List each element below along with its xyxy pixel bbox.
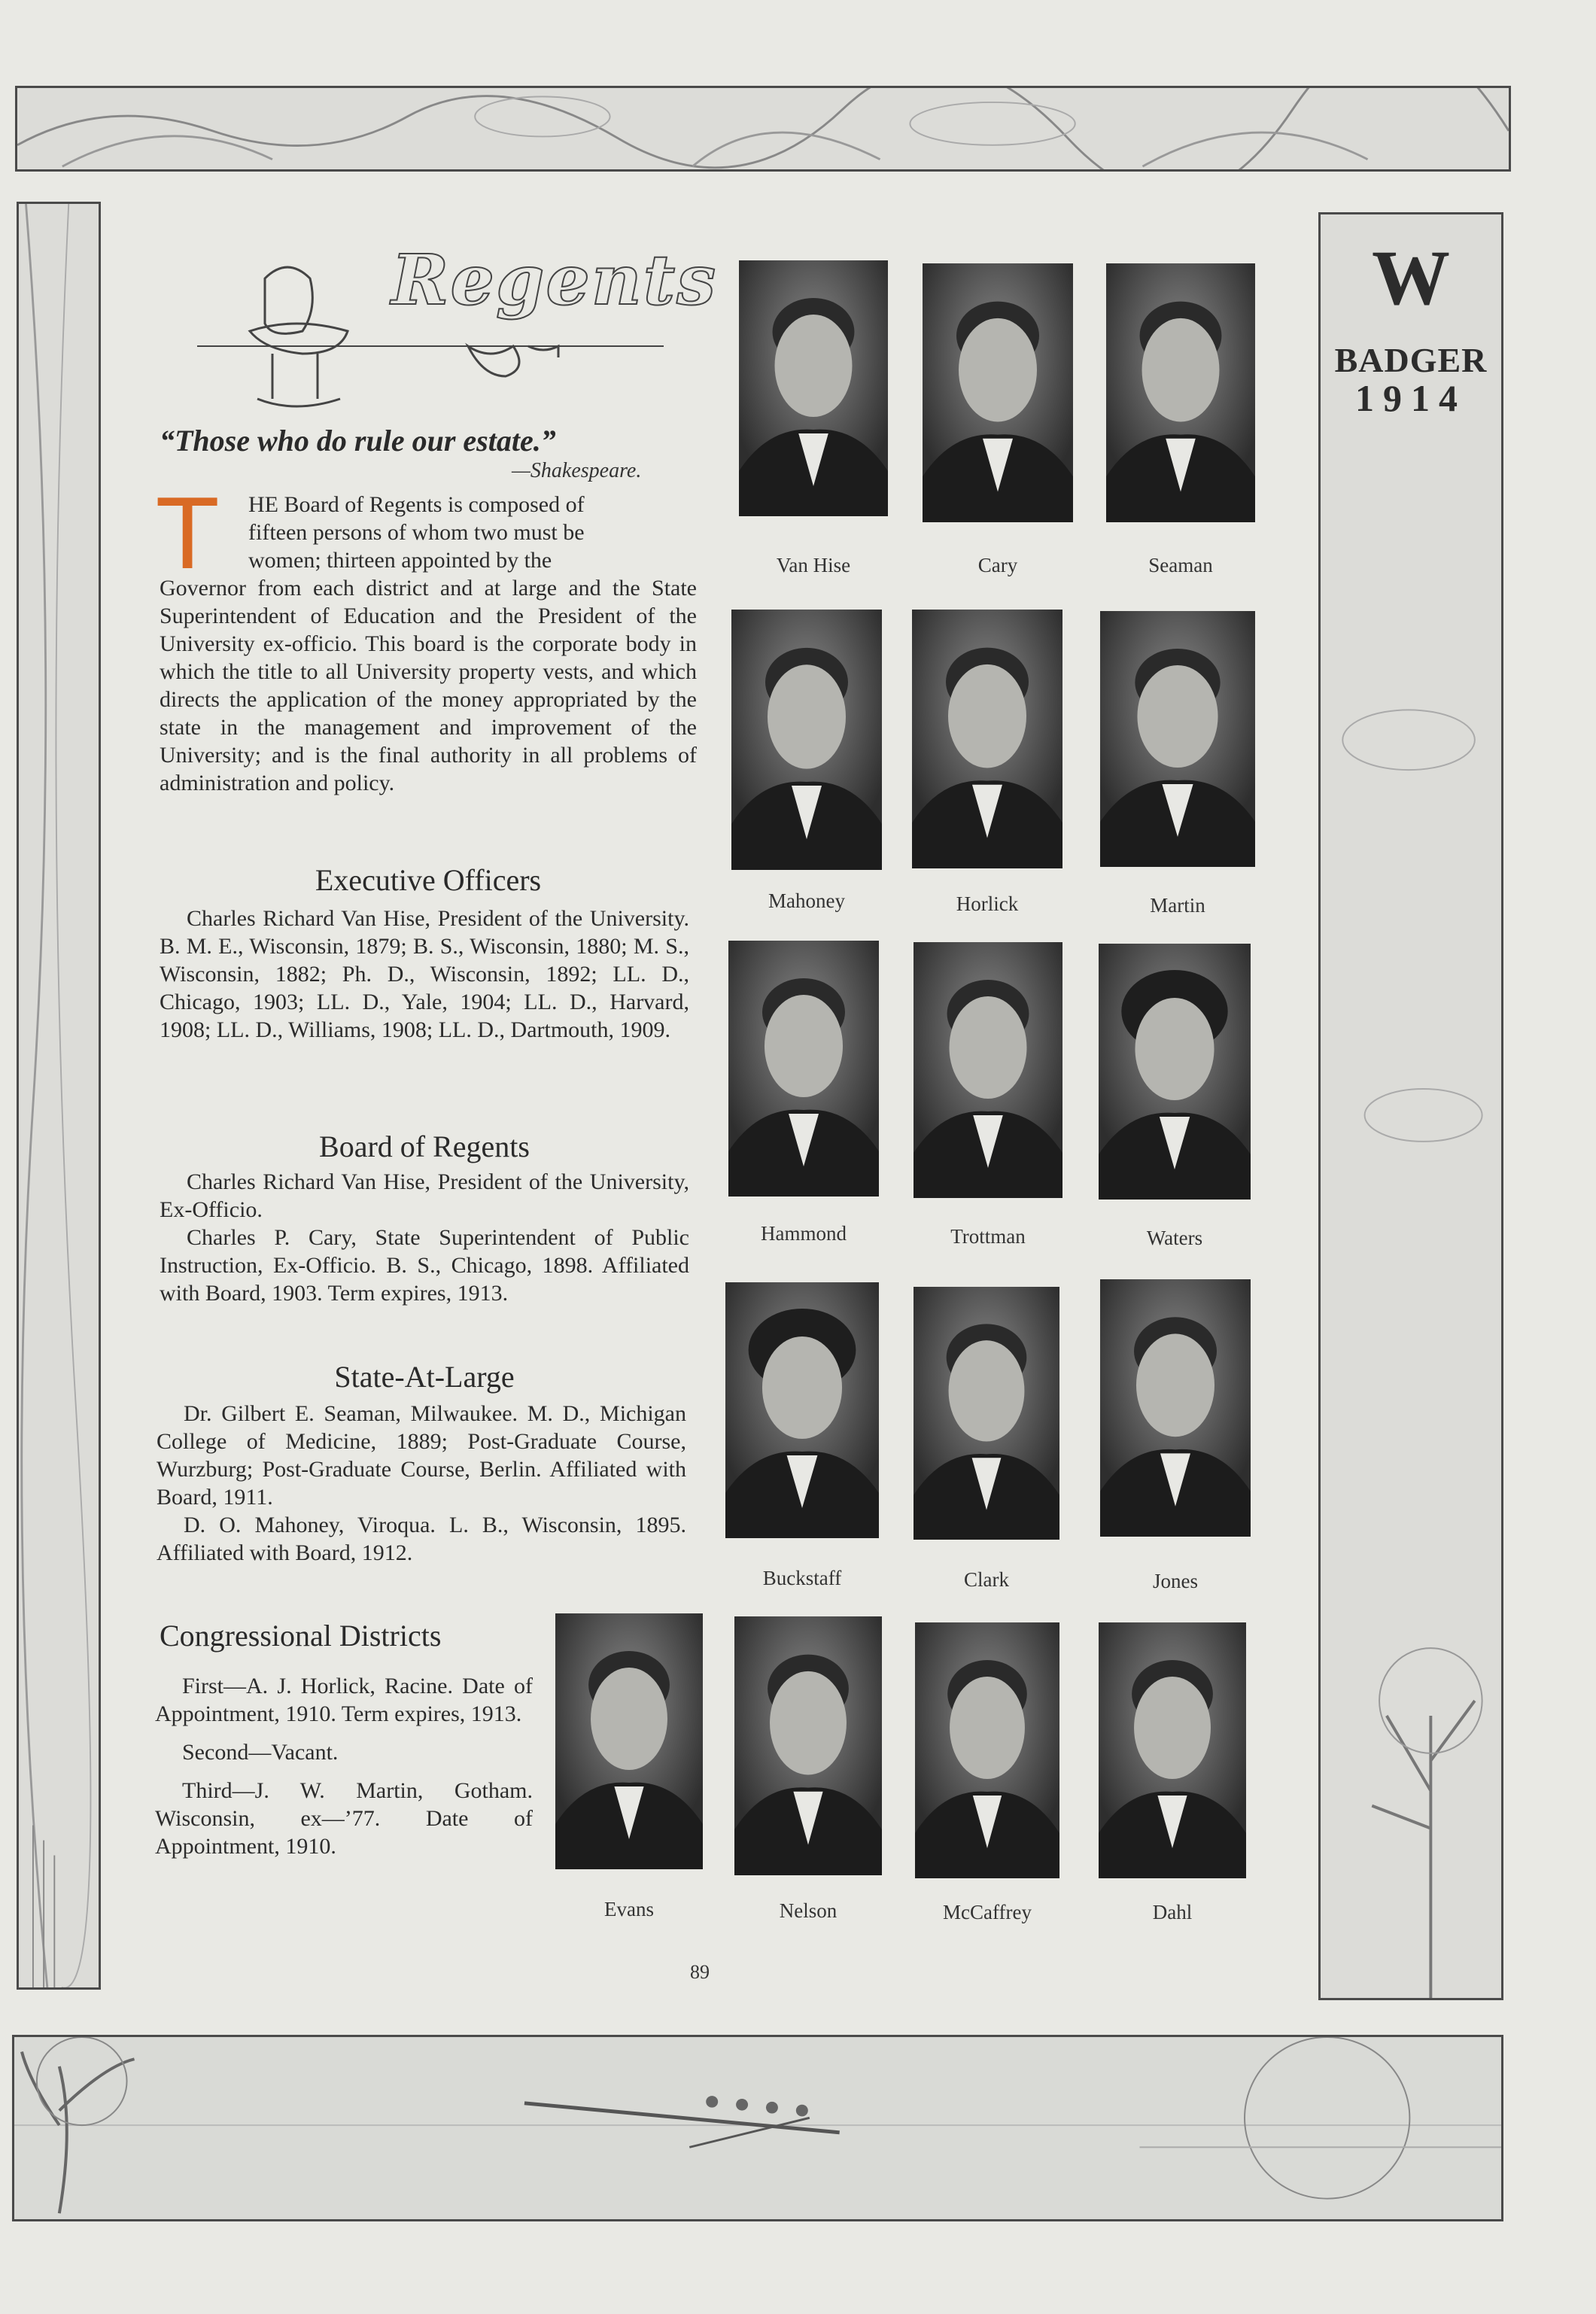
portrait-caption: Mahoney <box>768 889 845 912</box>
portrait-photo <box>923 263 1073 522</box>
portrait-caption: Clark <box>964 1568 1009 1591</box>
congressional-second: Second—Vacant. <box>182 1740 339 1765</box>
left-decorative-border <box>17 202 101 1990</box>
portrait-caption: Martin <box>1150 894 1205 917</box>
congressional-first: First—A. J. Horlick, Racine. Date of Appointment, 1910. Term expires, 1913. <box>155 1674 533 1726</box>
portrait-photo <box>728 941 879 1197</box>
portrait-photo <box>1099 1622 1246 1878</box>
executive-officers-text <box>160 905 689 1044</box>
portrait-photo <box>731 610 882 870</box>
portrait-photo <box>1106 263 1255 522</box>
portrait-caption: Jones <box>1153 1570 1198 1592</box>
heading-state-at-large: State-At-Large <box>334 1360 515 1394</box>
portrait-caption: Van Hise <box>776 554 851 576</box>
board-of-regents-text <box>160 1168 689 1307</box>
portrait-caption: Hammond <box>761 1222 847 1245</box>
intro-line-2: fifteen persons of whom two must be <box>248 520 585 545</box>
portrait-photo <box>555 1613 703 1869</box>
page-title: Regents <box>391 239 718 321</box>
heading-congressional-districts: Congressional Districts <box>160 1619 442 1653</box>
portrait-caption: Trottman <box>950 1225 1026 1248</box>
heading-executive-officers: Executive Officers <box>315 863 542 897</box>
state-at-large-paragraph-1: Dr. Gilbert E. Seaman, Milwaukee. M. D., Michigan College of Medicine, 1889; Post-Graduate Course, Wurzburg; Post-Graduate Course, Berlin. Affiliated with Board, 1911. <box>157 1401 686 1510</box>
portrait-photo <box>1099 944 1251 1200</box>
epigraph-quote: “Those who do rule our estate.” <box>160 424 556 458</box>
portrait-caption: Buckstaff <box>762 1567 842 1589</box>
portrait-photo <box>914 1287 1059 1540</box>
portrait-photo <box>1100 1279 1251 1537</box>
portrait-caption: Nelson <box>779 1899 838 1922</box>
page-number: 89 <box>690 1961 710 1983</box>
portrait-caption: Evans <box>604 1898 654 1920</box>
portrait-caption: Dahl <box>1152 1901 1193 1923</box>
badge-letter: W <box>1372 235 1450 321</box>
portrait-photo <box>739 260 888 516</box>
portrait-photo <box>912 610 1062 868</box>
badge-name: BADGER <box>1334 341 1488 379</box>
portrait-caption: McCaffrey <box>943 1901 1032 1923</box>
portrait-caption: Waters <box>1146 1227 1203 1249</box>
state-at-large-paragraph-2: D. O. Mahoney, Viroqua. L. B., Wisconsin, 1895. Affiliated with Board, 1912. <box>157 1513 686 1565</box>
portrait-caption: Cary <box>977 554 1018 576</box>
portrait-photo <box>914 942 1062 1198</box>
board-paragraph-2: Charles P. Cary, State Superintendent of Public Instruction, Ex-Officio. B. S., Chicago, 1898. Affiliated with Board, 1903. Term expires, 1913. <box>160 1225 689 1306</box>
epigraph-source: —Shakespeare. <box>512 459 642 482</box>
right-decorative-border <box>1318 212 1503 2000</box>
portrait-photo <box>1100 611 1255 867</box>
portrait-photo <box>725 1282 879 1538</box>
intro-text: Governor from each district and at large and the State Superintendent of Education and the President of the University ex-officio. This board is the corporate body in which the title to all University property vests, and which directs the application of the money appropriated by the state in the management and improvement of the University; and is the final authority in all problems of administration and policy. <box>160 576 697 795</box>
badge-year: 1914 <box>1355 377 1467 419</box>
drop-cap: T <box>158 479 217 591</box>
portrait-photo <box>915 1622 1059 1878</box>
congressional-third: Third—J. W. Martin, Gotham. Wisconsin, ex—’77. Date of Appointment, 1910. <box>155 1778 533 1859</box>
bottom-rowing-scene <box>12 2035 1503 2221</box>
executive-officers-paragraph: Charles Richard Van Hise, President of the University. B. M. E., Wisconsin, 1879; B. S., Wisconsin, 1880; M. S., Wisconsin, 1882; Ph. D., Wisconsin, 1892; LL. D., Chicago, 1903; LL. D., Yale, 1904; LL. D., Harvard, 1908; LL. D., Williams, 1908; LL. D., Dartmouth, 1909. <box>160 906 689 1042</box>
intro-line-1: HE Board of Regents is composed of <box>248 492 585 517</box>
board-paragraph-1: Charles Richard Van Hise, President of the University, Ex-Officio. <box>160 1169 689 1222</box>
top-decorative-border <box>15 86 1511 172</box>
congressional-districts-text <box>155 1672 533 1860</box>
intro-line-3: women; thirteen appointed by the <box>248 548 552 573</box>
heading-board-of-regents: Board of Regents <box>319 1130 530 1163</box>
portrait-caption: Horlick <box>956 892 1019 915</box>
state-at-large-text <box>157 1400 686 1567</box>
portrait-photo <box>734 1616 882 1875</box>
portrait-caption: Seaman <box>1148 554 1213 576</box>
